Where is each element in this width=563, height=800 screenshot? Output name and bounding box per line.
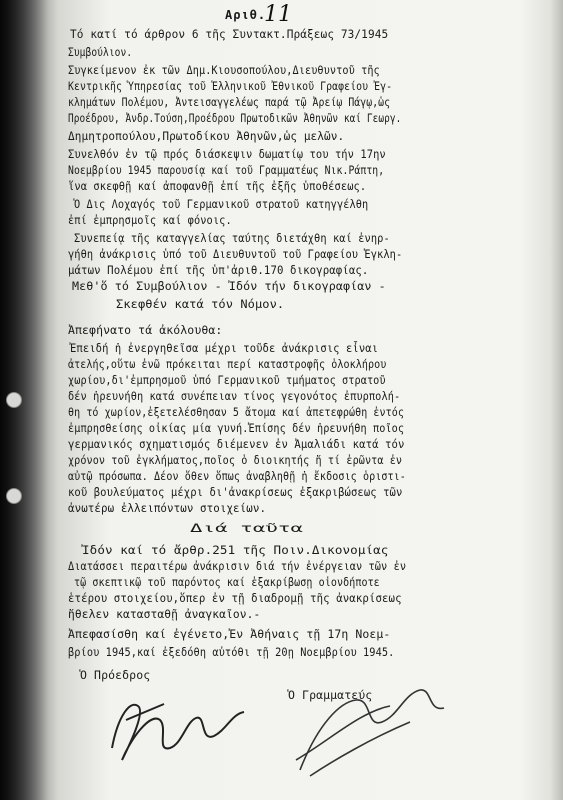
text-line: Συνεπείᾳ τῆς καταγγελίας ταύτης διετάχθη καί ἐνηρ- — [74, 232, 390, 245]
text-line: βρίου 1945,καί ἐξεδόθη αὐτόθι τῇ 20ῃ Νοεμβρίου 1945. — [68, 646, 395, 659]
text-line: Ἀπεφασίσθη καί ἐγένετο,Ἐν Ἀθήναις τῇ 17η Νοεμ- — [68, 628, 391, 641]
text-line: Νοεμβρίου 1945 παρουσίᾳ καί τοῦ Γραμματέως Νικ.Ράπτη, — [68, 164, 385, 177]
text-line: γήθη ἀνάκρισις ὑπό τοῦ Διευθυντοῦ τοῦ Γραφείου Ἐγκλη- — [68, 248, 403, 261]
text-line: Ἀπεφήνατο τά ἀκόλουθα: — [68, 324, 223, 337]
text-line: Ὁ Δις Λοχαγός τοῦ Γερμανικοῦ στρατοῦ κατηγγέλθη — [74, 198, 369, 211]
handwritten-number: 11 — [264, 2, 292, 27]
text-line: μάτων Πολέμου ἐπί τῆς ὑπ'ἀριθ.170 δικογραφίας. — [68, 264, 369, 277]
text-line: κοῦ βουλεύματος μέχρι δι'ἀνακρίσεως ἐξακριβώσεως τῶν — [68, 486, 403, 499]
text-line: Συγκείμενον ἐκ τῶν Δημ.Κιουσοπούλου,Διευθυντοῦ τῆς — [68, 64, 380, 77]
text-line: Ἰδόν καί τό ἄρθρ.251 τῆς Ποιν.Δικονομίας — [82, 544, 389, 557]
text-line: Σκεφθέν κατά τόν Νόμον. — [116, 298, 285, 311]
text-line: Δημητροπούλου,Πρωτοδίκου Ἀθηνῶν,ὡς μελῶν. — [68, 130, 345, 143]
text-line: αὐτῷ πρόσωπα. Δέον ὅθεν ὅπως ἀναβληθῇ ἡ ἔκδοσις ὁριστι- — [68, 470, 406, 483]
text-line: χρόνον τοῦ ἐγκλήματος,ποῖος ὁ διοικητής ἤ τί ἐρῶντα ἐν — [68, 454, 403, 467]
text-line: χωρίου,δι'ἐμπρησμοῦ ὑπό Γερμανικοῦ τμήματος στρατοῦ — [68, 374, 386, 387]
text-line: Διά ταῦτα — [190, 522, 304, 535]
text-line: Ἐπειδή ἡ ἐνεργηθεῖσα μέχρι τοῦδε ἀνάκρισις εἶναι — [70, 342, 379, 355]
text-line: Συμβούλιον. — [68, 46, 133, 59]
text-line: τῷ σκεπτικῷ τοῦ παρόντος καί ἐξακρίβωσῃ οἱονδήποτε — [74, 576, 380, 589]
text-line: ἀτελής,οὕτω ἐνῶ πρόκειται περί καταστροφῆς ὁλοκλήρου — [68, 358, 387, 371]
text-line: ἀνωτέρω ἐλλειπόντων στοιχείων. — [68, 502, 267, 515]
text-line: Προέδρου, Ἀνδρ.Τούση,Προέδρου Πρωτοδικῶν Ἀθηνῶν καί Γεωργ. — [68, 112, 402, 125]
text-line: ἐπί ἐμπρησμοῖς καί φόνοις. — [68, 214, 232, 227]
text-line: Συνελθόν ἐν τῷ πρός διάσκεψιν δωματίῳ του τήν 17ην — [68, 148, 386, 161]
text-line: Διατάσσει περαιτέρω ἀνάκρισιν διά τήν ἐνέργειαν τῶν ἐν — [68, 560, 407, 573]
secretary-label: Ὁ Γραμματεύς — [288, 688, 373, 702]
text-line: ἑτέρου στοιχείου,ὅπερ ἐν τῇ διαδρομῇ τῆς ἀνακρίσεως — [68, 592, 402, 605]
president-label: Ὁ Πρόεδρος — [80, 668, 151, 682]
text-line: ἵνα σκεφθῇ καί ἀποφανθῇ ἐπί τῆς ἐξῆς ὑποθέσεως. — [68, 180, 367, 193]
text-line: κλημάτων Πολέμου, Ἀντεισαγγελέως παρά τῷ Ἀρείῳ Πάγῳ,ὡς — [68, 96, 391, 109]
document-number-label: Αριθ. — [225, 8, 267, 22]
text-line: Κεντρικῆς Ὑπηρεσίας τοῦ Ἑλληνικοῦ Ἐθνικοῦ Γραφείου Ἐγ- — [68, 80, 393, 93]
text-line: δέν ἠρευνήθη κατά συνέπειαν τίνος γεγονότος ἐπυρπολή- — [68, 390, 401, 403]
text-line: θη τό χωρίον,ἐξετελέσθησαν 5 ἄτομα καί ἀπετεφρώθη ἐντός — [68, 406, 404, 419]
text-line: ἤθελεν κατασταθῇ ἀναγκαῖον.- — [68, 608, 261, 621]
secretary-signature — [296, 690, 444, 776]
text-line: Τό κατί τό άρθρον 6 τῆς Συντακτ.Πράξεως 73/1945 — [70, 28, 389, 41]
text-line: γερμανικός σχηματισμός διέμενεν ἐν Ἀμαλιάδι κατά τόν — [68, 438, 405, 451]
text-line: Μεθ'ὅ τό Συμβούλιον - Ἰδόν τήν δικογραφίαν - — [72, 280, 386, 293]
text-line: ἐμπρησθείσης οἰκίας μία γυνή.Ἐπίσης δέν ἠρευνήθη ποῖος — [68, 422, 405, 435]
president-signature — [112, 704, 244, 760]
